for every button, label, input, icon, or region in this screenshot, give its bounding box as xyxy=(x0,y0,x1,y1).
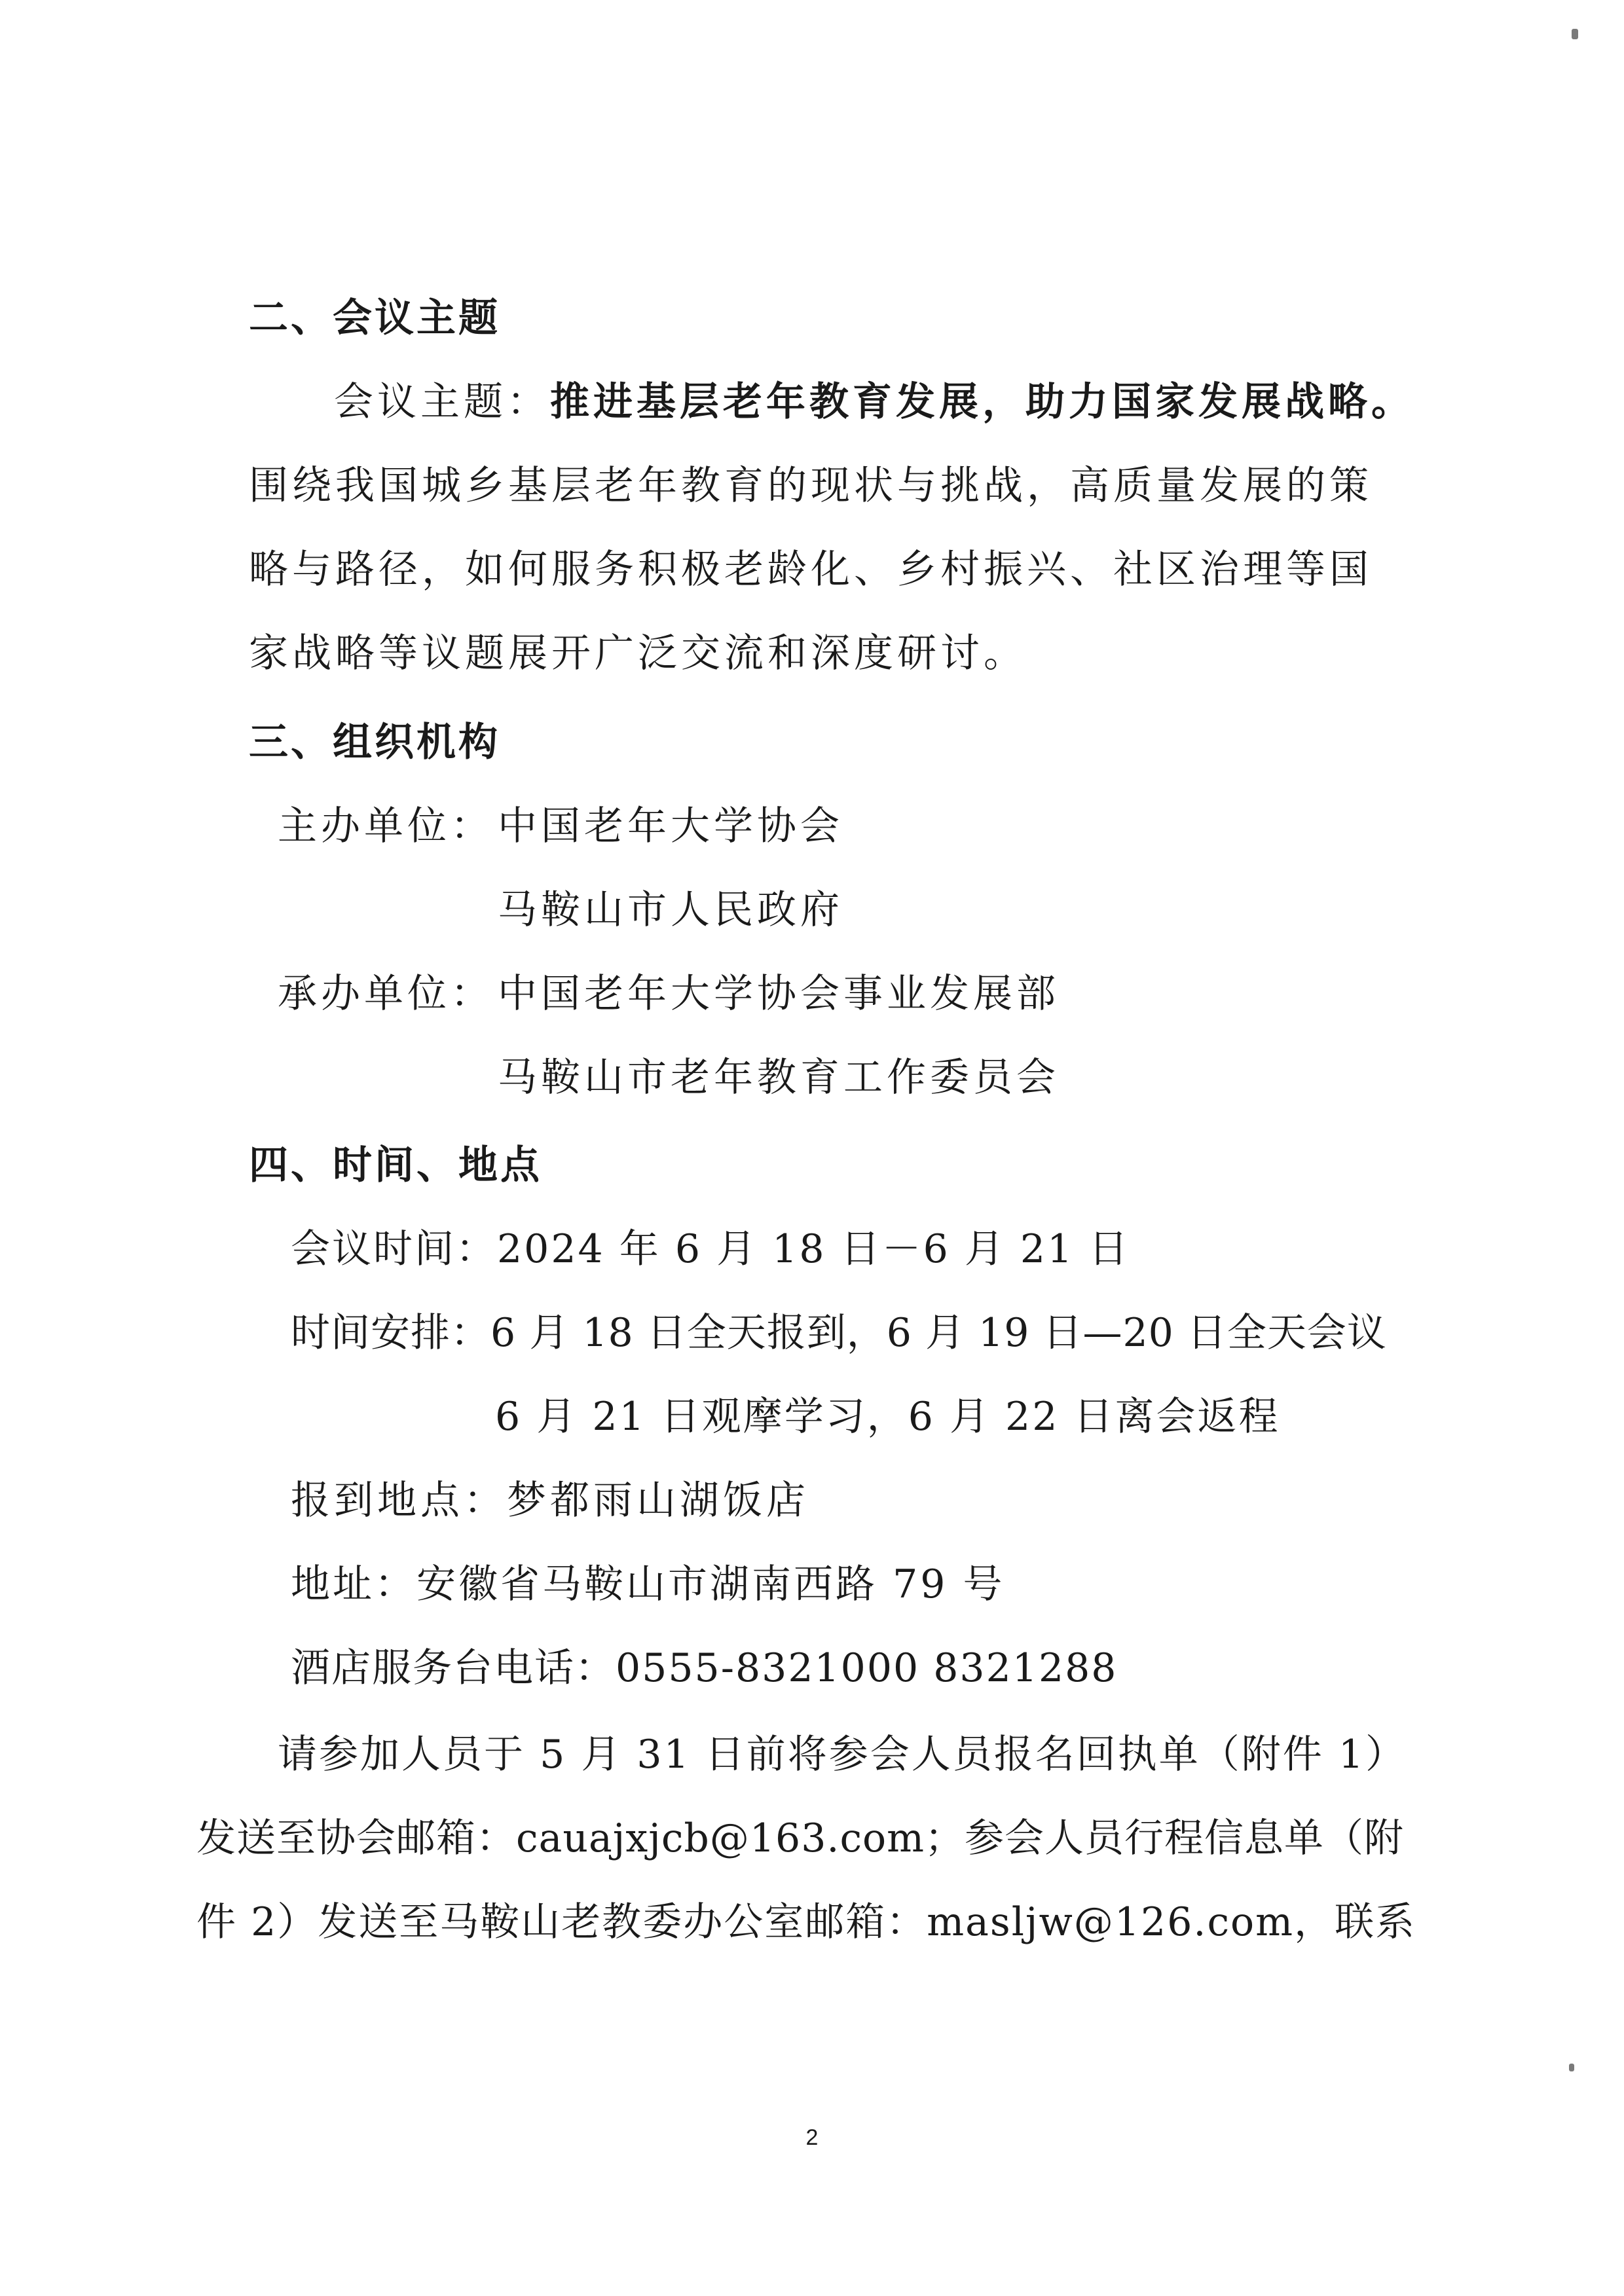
closing-line-1: 请参加人员于 5 月 31 日前将参会人员报名回执单（附件 1） xyxy=(278,1732,1407,1777)
theme-body-line-1: 围绕我国城乡基层老年教育的现状与挑战，高质量发展的策 xyxy=(249,463,1373,509)
theme-body-line-2: 略与路径，如何服务积极老龄化、乡村振兴、社区治理等国 xyxy=(249,547,1373,592)
schedule-line-2: 6 月 21 日观摩学习，6 月 22 日离会返程 xyxy=(495,1394,1280,1440)
scan-speck xyxy=(1569,2064,1574,2071)
address: 地址：安徽省马鞍山市湖南西路 79 号 xyxy=(291,1561,1005,1607)
checkin-place: 报到地点：梦都雨山湖饭店 xyxy=(291,1478,809,1523)
section-heading-theme: 二、会议主题 xyxy=(249,295,500,341)
theme-body-line-3: 家战略等议题展开广泛交流和深度研讨。 xyxy=(249,630,1027,676)
host-unit-2: 马鞍山市人民政府 xyxy=(498,887,843,933)
theme-text: 推进基层老年教育发展，助力国家发展战略。 xyxy=(550,379,1414,425)
scan-speck xyxy=(1572,29,1578,39)
organizer-unit-2: 马鞍山市老年教育工作委员会 xyxy=(498,1055,1060,1101)
meeting-time: 会议时间：2024 年 6 月 18 日－6 月 21 日 xyxy=(291,1226,1130,1272)
theme-label: 会议主题： xyxy=(334,379,550,425)
theme-paragraph xyxy=(334,376,1414,428)
hotel-phone: 酒店服务台电话：0555-8321000 8321288 xyxy=(291,1645,1118,1691)
closing-line-3: 件 2）发送至马鞍山老教委办公室邮箱：masljw@126.com，联系 xyxy=(196,1899,1416,1945)
organizer-unit-1: 中国老年大学协会事业发展部 xyxy=(498,971,1060,1017)
host-label: 主办单位： xyxy=(278,803,494,849)
schedule-line-1: 时间安排：6 月 18 日全天报到，6 月 19 日—20 日全天会议 xyxy=(291,1310,1387,1356)
section-heading-organization: 三、组织机构 xyxy=(249,720,500,765)
organizer-label: 承办单位： xyxy=(278,971,494,1017)
closing-line-2: 发送至协会邮箱：cauajxjcb@163.com；参会人员行程信息单（附 xyxy=(196,1815,1405,1861)
page-number: 2 xyxy=(805,2125,819,2150)
section-heading-time-place: 四、时间、地点 xyxy=(249,1142,542,1188)
host-unit-1: 中国老年大学协会 xyxy=(498,803,843,849)
